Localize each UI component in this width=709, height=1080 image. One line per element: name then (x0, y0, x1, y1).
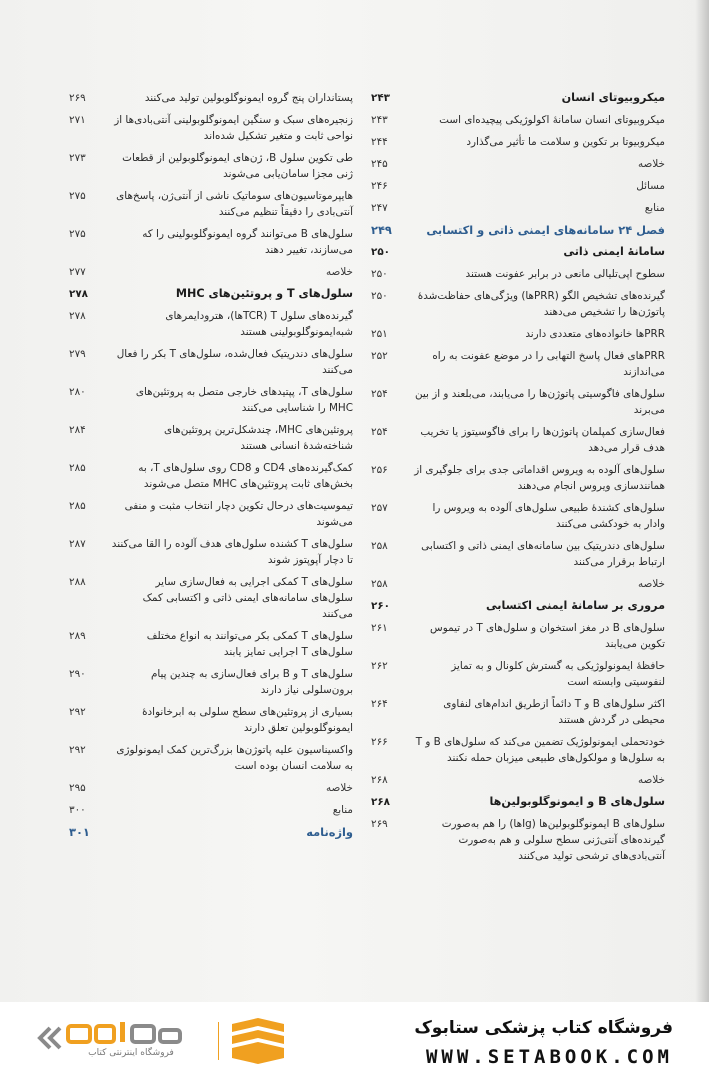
toc-page-number: ۲۷۵ (69, 190, 86, 202)
toc-page-number: ۲۷۱ (69, 114, 86, 126)
toc-page-number: ۲۵۷ (371, 502, 388, 514)
toc-page-number: ۲۷۷ (69, 266, 86, 278)
toc-entry-title: سلول‌های T کمکی بکر می‌توانند به انواع مختلف سلول‌های T اجرایی تمایز یابند (146, 630, 353, 658)
toc-entry-title: خلاصه (637, 158, 665, 170)
toc-page-number: ۲۵۸ (371, 578, 388, 590)
toc-entry-title: هایپرموتاسیون‌های سوماتیک ناشی از آنتی‌ژن، پاسخ‌های آنتی‌بادی را دقیقاً تنظیم می‌کنند (116, 190, 353, 218)
toc-entry-title: سلول‌های دندریتیک فعال‌شده، سلول‌های T بکر را فعال می‌کنند (116, 348, 353, 376)
toc-entry-title: سلول‌های T، پپتیدهای خارجی متصل به پروتئین‌های MHC را شناسایی می‌کنند (135, 386, 353, 414)
toc-entry-title: سلول‌های T کمکی اجرایی به فعال‌سازی سایر سلول‌های سامانه‌های ایمنی ذاتی و اکتسابی کمک می‌کنند (142, 576, 353, 620)
toc-entry-title: واکسیناسیون علیه پاتوژن‌ها بزرگ‌ترین کمک ایمونولوژی به سلامت انسان بوده است (116, 744, 353, 772)
toc-entry-title: مسائل (636, 180, 665, 192)
toc-page-number: ۲۴۳ (371, 114, 388, 126)
toc-entry-title: خودتحملی ایمونولوژیک تضمین می‌کند که سلول‌های B و T به سلول‌ها و مولکول‌های طبیعی میزبان حمله نکنند (415, 736, 665, 764)
toc-entry (371, 500, 665, 532)
toc-page-number: ۲۹۲ (69, 744, 86, 756)
toc-entry (69, 150, 353, 182)
toc-page-number: ۲۵۰ (371, 290, 388, 302)
toc-entry (371, 462, 665, 494)
toc-entry (371, 772, 665, 788)
toc-entry-title: سلول‌های B می‌توانند گروه ایمونوگلوبولینی را که می‌سازند، تغییر دهند (142, 228, 353, 256)
toc-entry-title: کمک‌گیرنده‌های CD4 و CD8 روی سلول‌های T، به بخش‌های ثابت پروتئین‌های MHC متصل می‌شوند (138, 462, 353, 490)
toc-entry (371, 112, 665, 128)
toc-entry-title: خلاصه (325, 782, 353, 794)
toc-entry (69, 628, 353, 660)
toc-entry-title: سلول‌های فاگوسیتی پاتوژن‌ها را می‌یابند، می‌بلعند و از بین می‌برند (414, 388, 665, 416)
toc-page-number: ۲۵۴ (371, 426, 388, 438)
toc-entry (69, 264, 353, 280)
toc-entry (69, 574, 353, 622)
toc-entry (371, 200, 665, 216)
toc-entry-title: میکروبیوتای انسان (561, 91, 665, 104)
toc-entry-title: بسیاری از پروتئین‌های سطح سلولی به ابرخانوادهٔ ایمونوگلوبولین تعلق دارند (142, 706, 353, 734)
toc-entry-title: سلول‌های T کشنده سلول‌های هدف آلوده را القا می‌کنند تا دچار آپوپتوز شوند (111, 538, 353, 566)
toc-page-number: ۲۴۷ (371, 202, 388, 214)
toc-entry (69, 460, 353, 492)
toc-entry (69, 498, 353, 530)
toc-entry (371, 734, 665, 766)
toc-entry (69, 188, 353, 220)
toc-page-number: ۲۵۰ (371, 268, 388, 280)
toc-entry (69, 286, 353, 302)
toc-entry-title: سلول‌های B در مغز استخوان و سلول‌های T در تیموس تکوین می‌یابند (430, 622, 665, 650)
toc-entry-title: پستانداران پنج گروه ایمونوگلوبولین تولید می‌کنند (144, 92, 353, 104)
toc-entry-title: PRRها خانواده‌های متعددی دارند (525, 328, 665, 340)
toc-entry (371, 266, 665, 282)
toc-entry-title: پروتئین‌های MHC، چندشکل‌ترین پروتئین‌های شناخته‌شدهٔ انسانی هستند (163, 424, 353, 452)
toc-entry-title: سلول‌های کشندهٔ طبیعی سلول‌های آلوده به ویروس را وادار به خودکشی می‌کنند (432, 502, 665, 530)
toc-entry (69, 824, 353, 840)
toc-page-number: ۲۶۹ (371, 818, 388, 830)
toc-entry-title: اکثر سلول‌های B و T دائماً ازطریق اندام‌های لنفاوی محیطی در گردش هستند (443, 698, 665, 726)
toc-entry-title: خلاصه (637, 578, 665, 590)
toc-page-number: ۲۶۸ (371, 774, 388, 786)
toc-entry (371, 658, 665, 690)
toc-entry-title: سامانهٔ ایمنی ذاتی (563, 245, 665, 258)
toc-entry-title: منابع (644, 202, 665, 214)
toc-entry (69, 384, 353, 416)
toc-entry-title: خلاصه (637, 774, 665, 786)
logo-divider (218, 1022, 219, 1060)
toc-page-number: ۲۵۴ (371, 388, 388, 400)
toc-entry-title: گیرنده‌های تشخیص الگو (PRRها) ویژگی‌های حفاظت‌شدهٔ پاتوژن‌ها را تشخیص می‌دهند (417, 290, 665, 318)
toc-page-number: ۲۹۰ (69, 668, 86, 680)
toc-page-number: ۲۶۴ (371, 698, 388, 710)
toc-page-number: ۲۹۲ (69, 706, 86, 718)
toc-entry (371, 326, 665, 342)
toc-page-number: ۲۶۲ (371, 660, 388, 672)
toc-page-number: ۲۷۸ (69, 288, 89, 300)
toc-entry-title: سطوح اپی‌تلیالی مانعی در برابر عفونت هستند (465, 268, 665, 280)
toc-entry (69, 666, 353, 698)
toc-page-number: ۲۸۵ (69, 500, 86, 512)
toc-entry (371, 696, 665, 728)
toc-page-number: ۲۵۱ (371, 328, 388, 340)
toc-page-number: ۲۸۰ (69, 386, 86, 398)
toc-entry (69, 112, 353, 144)
toc-page-number: ۳۰۱ (69, 825, 90, 839)
toc-page-number: ۲۶۸ (371, 796, 391, 808)
toc-entry-title: طی تکوین سلول B، ژن‌های ایمونوگلوبولین از قطعات ژنی مجزا سامان‌یابی می‌شوند (122, 152, 353, 180)
toc-entry (69, 422, 353, 454)
toc-entry-title: سلول‌های T و B برای فعال‌سازی به چندین پیام برون‌سلولی نیاز دارند (150, 668, 353, 696)
toc-page-number: ۲۶۰ (371, 600, 391, 612)
toc-entry-title: سلول‌های دندریتیک بین سامانه‌های ایمنی ذاتی و اکتسابی ارتباط برقرار می‌کنند (421, 540, 665, 568)
toc-page-number: ۲۸۵ (69, 462, 86, 474)
toc-entry-title: میکروبیوتای انسان سامانهٔ اکولوژیکی پیچیده‌ای است (439, 114, 665, 126)
shop-name: فروشگاه کتاب پزشکی ستابوک (414, 1018, 673, 1038)
toc-page-number: ۳۰۰ (69, 804, 86, 816)
toc-entry (371, 156, 665, 172)
store-footer (0, 1002, 709, 1080)
toc-entry (371, 222, 665, 238)
toc-entry-title: سلول‌های B و ایمونوگلوبولین‌ها (489, 795, 665, 808)
setabook-logo[interactable] (36, 1018, 286, 1064)
shop-url[interactable]: WWW.SETABOOK.COM (425, 1046, 673, 1068)
toc-entry (371, 816, 665, 864)
toc-entry (371, 598, 665, 614)
toc-entry-title: حافظهٔ ایمونولوژیکی به گسترش کلونال و به تمایز لنفوسیتی وابسته است (451, 660, 665, 688)
toc-entry-title: مروری بر سامانهٔ ایمنی اکتسابی (485, 599, 665, 612)
toc-entry (69, 346, 353, 378)
toc-page-number: ۲۷۸ (69, 310, 86, 322)
toc-page-number: ۲۶۹ (69, 92, 86, 104)
logo-tagline: فروشگاه اینترنتی کتاب (88, 1048, 174, 1058)
toc-entry-title: منابع (332, 804, 353, 816)
toc-entry (69, 308, 353, 340)
toc-entry (371, 386, 665, 418)
toc-page-number: ۲۵۸ (371, 540, 388, 552)
toc-entry-title: فصل ۲۴ سامانه‌های ایمنی ذاتی و اکتسابی (426, 223, 665, 237)
toc-entry-title: سلول‌های آلوده به ویروس اقداماتی جدی برای جلوگیری از همانندسازی ویروس انجام می‌دهند (414, 464, 665, 492)
toc-entry-title: PRRهای فعال پاسخ التهابی را در موضع عفونت به راه می‌اندازند (432, 350, 665, 378)
toc-entry-title: میکروبیوتا بر تکوین و سلامت ما تأثیر می‌گذارد (466, 136, 665, 148)
toc-entry (69, 90, 353, 106)
toc-entry (371, 576, 665, 592)
toc-entry (371, 348, 665, 380)
toc-page-number: ۲۴۳ (371, 92, 391, 104)
toc-entry-title: زنجیره‌های سبک و سنگین ایمونوگلوبولینی آنتی‌بادی‌ها از نواحی ثابت و متغیر تشکیل شده‌اند (114, 114, 353, 142)
toc-entry-title: تیموسیت‌های درحال تکوین دچار انتخاب مثبت و منفی می‌شوند (124, 500, 353, 528)
toc-entry (69, 780, 353, 796)
toc-entry (371, 288, 665, 320)
toc-page-number: ۲۷۳ (69, 152, 86, 164)
toc-entry (371, 244, 665, 260)
toc-entry-title: سلول‌های T و پروتئین‌های MHC (175, 287, 353, 300)
toc-page-number: ۲۵۶ (371, 464, 388, 476)
toc-entry-title: گیرنده‌های سلول T (TCRها)، هترودایمرهای شبه‌ایمونوگلوبولینی هستند (165, 310, 353, 338)
toc-entry (371, 424, 665, 456)
toc-entry (371, 178, 665, 194)
toc-entry (371, 90, 665, 106)
toc-page-number: ۲۸۴ (69, 424, 86, 436)
toc-page-number: ۲۶۶ (371, 736, 388, 748)
toc-page-number: ۲۸۷ (69, 538, 86, 550)
toc-entry (69, 802, 353, 818)
toc-page-number: ۲۷۵ (69, 228, 86, 240)
toc-page-number: ۲۷۹ (69, 348, 86, 360)
toc-entry-title: سلول‌های B ایمونوگلوبولین‌ها (Igها) را هم به‌صورت گیرنده‌های آنتی‌ژنی سطح سلولی و هم به‌صورت آنتی‌بادی‌های ترشحی تولید می‌کنند (441, 818, 665, 862)
toc-entry (371, 794, 665, 810)
toc-left-column (69, 90, 353, 846)
toc-page-number: ۲۴۶ (371, 180, 388, 192)
toc-page-number: ۲۵۲ (371, 350, 388, 362)
toc-page-number: ۲۶۱ (371, 622, 388, 634)
toc-entry-title: خلاصه (325, 266, 353, 278)
toc-page-number: ۲۸۹ (69, 630, 86, 642)
toc-page-number: ۲۴۵ (371, 158, 388, 170)
toc-entry (371, 538, 665, 570)
toc-page-number: ۲۸۸ (69, 576, 86, 588)
toc-right-column (371, 90, 665, 870)
toc-entry (69, 742, 353, 774)
toc-page-number: ۲۵۰ (371, 246, 391, 258)
toc-entry (69, 226, 353, 258)
toc-entry-title: واژه‌نامه (306, 825, 353, 839)
toc-page-number: ۲۴۴ (371, 136, 388, 148)
toc-entry-title: فعال‌سازی کمپلمان پاتوژن‌ها را برای فاگوسیتوز یا تخریب هدف قرار می‌دهد (420, 426, 665, 454)
toc-page-number: ۲۹۵ (69, 782, 86, 794)
toc-entry (371, 620, 665, 652)
toc-entry (371, 134, 665, 150)
toc-entry (69, 704, 353, 736)
toc-page-number: ۲۴۹ (371, 223, 392, 237)
toc-entry (69, 536, 353, 568)
